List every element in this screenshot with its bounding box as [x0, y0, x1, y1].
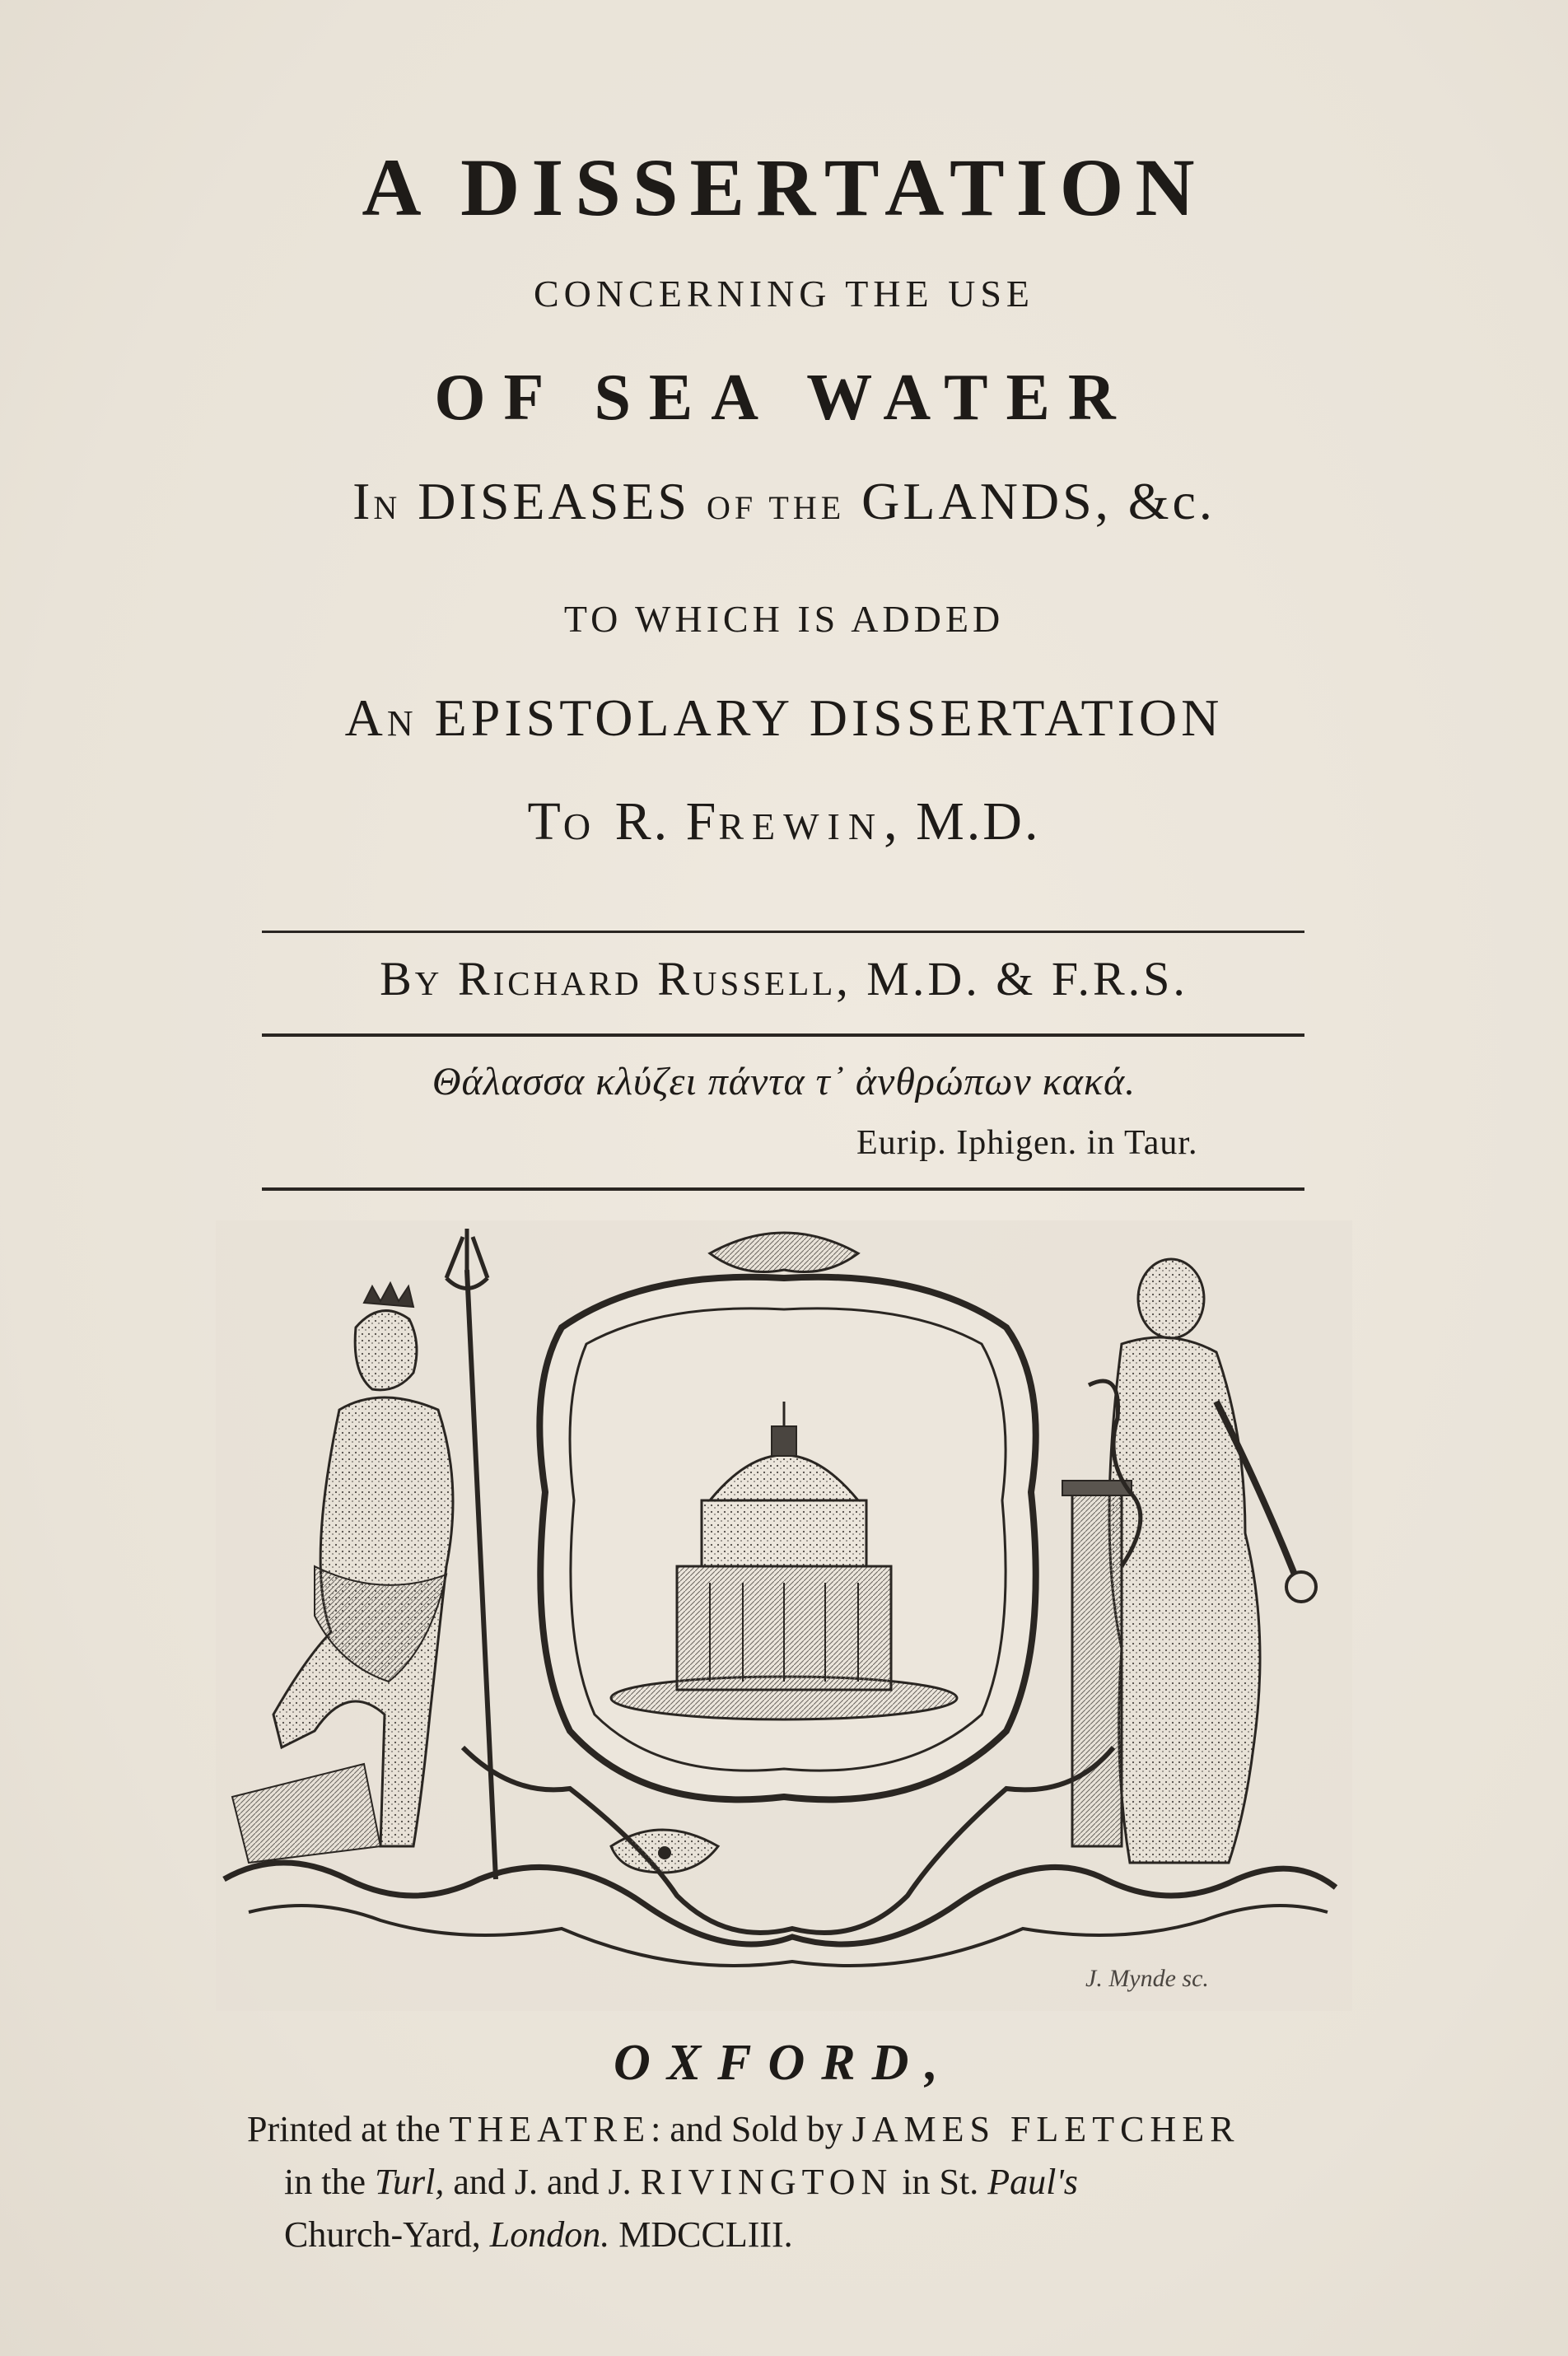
imprint-fletcher: JAMES FLETCHER	[852, 2109, 1240, 2149]
imprint-line-1	[247, 2108, 1239, 2150]
title-line-concerning: CONCERNING THE USE	[533, 273, 1035, 315]
greek-epigraph: Θάλασσα κλύζει πάντα τ᾽ ἀνθρώπων κακά.	[432, 1060, 1136, 1103]
title-line-sea-water: OF SEA WATER	[434, 362, 1134, 434]
imprint-date: MDCCLIII.	[609, 2214, 793, 2255]
epist-an-rest: N	[386, 703, 418, 744]
frewin-md: , M.D.	[884, 791, 1041, 851]
author-line: By Richard Russell, M.D. & F.R.S.	[380, 952, 1188, 1005]
imprint-sold-by: : and Sold by	[651, 2109, 852, 2149]
imprint-london: London.	[489, 2214, 610, 2255]
title-line-added: TO WHICH IS ADDED	[563, 598, 1005, 640]
imprint-rivington: RIVINGTON	[640, 2162, 894, 2202]
imprint-in-st: in St.	[893, 2162, 988, 2202]
imprint-line-3	[284, 2214, 793, 2256]
imprint-churchyard: Church-Yard,	[284, 2214, 490, 2255]
frewin-initial: T	[527, 791, 563, 851]
divider-rule	[262, 1033, 1304, 1037]
divider-rule	[262, 931, 1304, 933]
diseases-initial: I	[352, 472, 374, 530]
engraver-signature: J. Mynde sc.	[1085, 1965, 1209, 1992]
epist-rest: EPISTOLARY DISSERTATION	[417, 688, 1224, 747]
frewin-name-rest: REWIN	[718, 805, 884, 847]
frewin-r: R. F	[599, 791, 719, 851]
main-title: A DISSERTATION	[362, 142, 1206, 233]
epigraph-source: Eurip. Iphigen. in Taur.	[856, 1124, 1198, 1162]
imprint-in-the: in the	[284, 2162, 375, 2202]
diseases-of-the: OF THE	[707, 489, 846, 526]
diseases-word: DISEASES	[401, 472, 707, 530]
imprint-theatre: THEATRE	[449, 2109, 651, 2149]
title-line-frewin	[0, 791, 1568, 853]
imprint-and-j: and J. and J.	[444, 2162, 641, 2202]
imprint-printed: Printed at the	[247, 2109, 450, 2149]
diseases-glands: GLANDS, &c.	[845, 472, 1216, 530]
frewin-to-rest: O	[562, 805, 600, 847]
imprint-pauls: Paul's	[987, 2162, 1078, 2202]
title-line-epistolary	[0, 688, 1568, 749]
imprint-line-2	[284, 2161, 1078, 2203]
diseases-in-rest: N	[373, 489, 402, 526]
imprint-turl: Turl,	[374, 2162, 445, 2202]
epist-initial: A	[344, 688, 387, 747]
imprint-place: OXFORD,	[614, 2035, 954, 2091]
title-line-diseases	[0, 471, 1568, 532]
divider-rule	[262, 1187, 1304, 1191]
engraved-vignette	[216, 1220, 1352, 2011]
